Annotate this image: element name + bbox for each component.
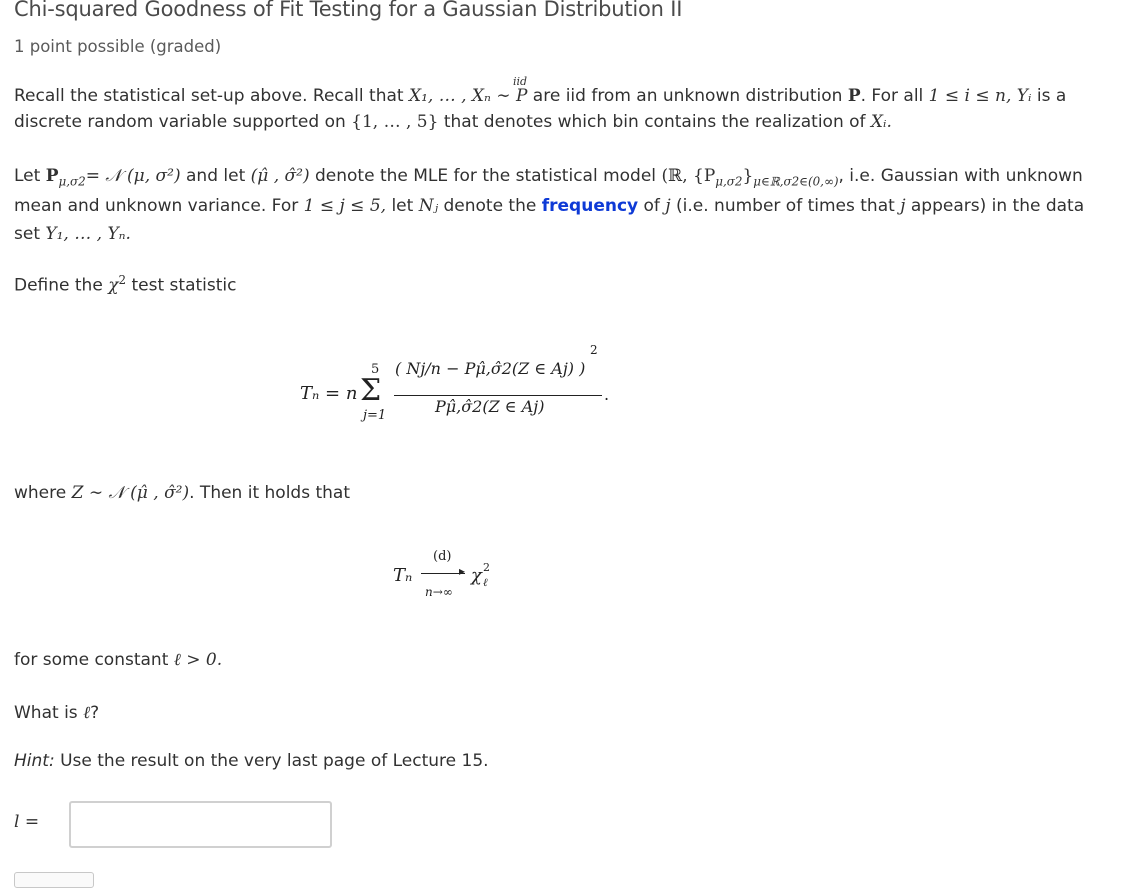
model-line-1: Let $P_{\mu,\sigma 2}=$ 𝒩 (μ, σ²) and let (μ̂ , σ̂²) denote the MLE for the statistical model (ℝ, $\{P_{\mu,\sigma 2}\}_{\mu\in ℝ,\sigma 2\in(0,\infty)}$, i.e. Gaussian with unknown bbox=[14, 166, 1083, 189]
intro-line-2: discrete random variable supported on {1, … , 5} that denotes which bin contains the realization of Xᵢ. bbox=[14, 112, 892, 132]
problem-title: Chi-squared Goodness of Fit Testing for a Gaussian Distribution II bbox=[14, 0, 683, 21]
fraction-bar bbox=[394, 395, 602, 396]
define-statement: Define the $\chi^2$ test statistic bbox=[14, 273, 237, 296]
model-line-3: set Y₁, … , Yₙ. bbox=[14, 224, 131, 244]
where-statement: where Z ∼ 𝒩 (μ̂ , σ̂²). Then it holds that bbox=[14, 483, 350, 503]
frequency-term: frequency bbox=[541, 196, 639, 216]
hint-text: Hint: Use the result on the very last page of Lecture 15. bbox=[14, 751, 489, 771]
question-text: What is ℓ? bbox=[14, 703, 100, 723]
test-statistic-formula: Tₙ = n 5 Σ j=1 ( Nj/n − Pμ̂,σ̂2(Z ∈ Aj) ) 2 Pμ̂,σ̂2(Z ∈ Aj) . bbox=[300, 343, 610, 423]
submit-button[interactable] bbox=[14, 872, 94, 888]
convergence-formula: Tₙ (d) ▸ n→∞ χ 2 ℓ bbox=[393, 549, 490, 599]
answer-input[interactable] bbox=[69, 801, 332, 848]
model-line-2: mean and unknown variance. For 1 ≤ j ≤ 5, let Nⱼ denote the frequency of j (i.e. number of times that j appears) in the data bbox=[14, 196, 1085, 216]
points-label: 1 point possible (graded) bbox=[14, 37, 222, 56]
answer-label: l = bbox=[14, 812, 40, 832]
intro-line-1: Recall the statistical set-up above. Recall that X₁, … , Xₙ ∼ P iid are iid from an unknown distribution P. For all 1 ≤ i ≤ n, Yᵢ is a bbox=[14, 75, 1067, 106]
constant-statement: for some constant ℓ > 0. bbox=[14, 650, 223, 670]
